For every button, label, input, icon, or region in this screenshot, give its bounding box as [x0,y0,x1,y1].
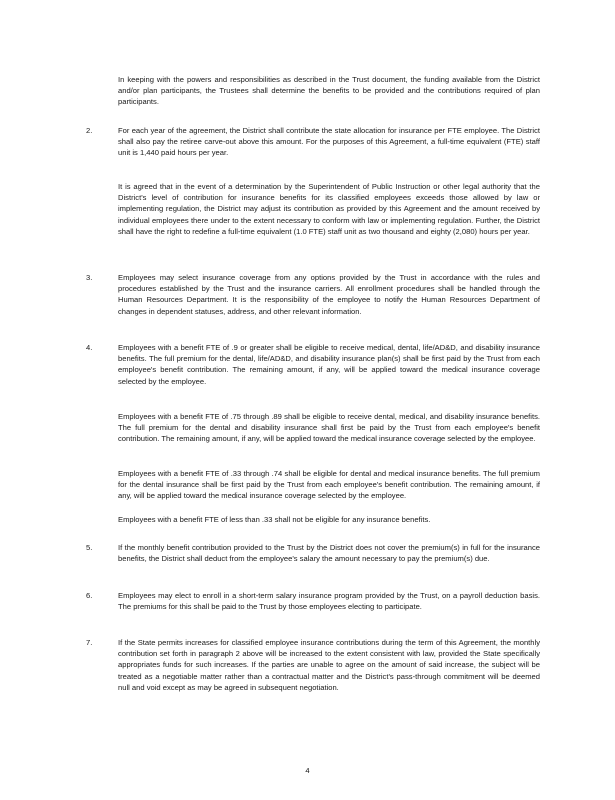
item-paragraph: Employees with a benefit FTE of less than .33 shall not be eligible for any insurance benefits. [118,515,431,524]
item-paragraph: Employees may elect to enroll in a short-term salary insurance program provided by the Trust, on a payroll deduction basis. The premiums for this shall be paid to the Trust by those employees electing to participate. [118,591,540,612]
item-paragraph: If the State permits increases for classified employee insurance contributions during the term of this Agreement, the monthly contribution set forth in paragraph 2 above will be increased to the extent consistent with law, provided the State specifically appropriates funds for such increases. If the parties are unable to agree on the amount of said increase, the subject will be treated as a negotiable matter rather than a contractual matter and the District's pass-through commitment will be deemed null and void except as may be agreed in subsequent negotiation. [118,638,540,692]
item-paragraph: It is agreed that in the event of a determination by the Superintendent of Public Instruction or other legal authority that the District's level of contribution for insurance benefits for its classified employees exceeds those allowed by law or implementing regulation, the District may adjust its contribution as provided by this Agreement and the amount received by individual employees there under to the extent necessary to conform with law or implementing regulation. Further, the District shall have the right to redefine a full-time equivalent (1.0 FTE) staff unit as two thousand and eighty (2,080) hours per year. [118,182,540,236]
item-paragraph: If the monthly benefit contribution provided to the Trust by the District does not cover the premium(s) in full for the insurance benefits, the District shall deduct from the employee's salary the amount necessary to pay the premium(s) due. [118,543,540,564]
item-paragraph: Employees with a benefit FTE of .9 or greater shall be eligible to receive medical, dental, life/AD&D, and disability insurance benefits. The full premium for the dental, life/AD&D, and disability insurance plan(s) shall be first paid by the Trust from each employee's benefit contribution. The remaining amount, if any, will be applied toward the medical insurance coverage selected by the employee. [118,343,540,386]
item-paragraph: For each year of the agreement, the District shall contribute the state allocation for insurance per FTE employee. The District shall also pay the retiree carve-out above this amount. For the purposes of this Agreement, a full-time equivalent (FTE) staff unit is 1,440 paid hours per year. [118,126,540,158]
item-paragraph: Employees with a benefit FTE of .75 through .89 shall be eligible to receive dental, medical, and disability insurance benefits. The full premium for the dental and disability insurance shall first be paid by the Trust from each employee's benefit contribution. The remaining amount, if any, will be applied toward the medical insurance coverage selected by the employee. [118,412,540,444]
item-paragraph: Employees with a benefit FTE of .33 through .74 shall be eligible for dental and medical insurance benefits. The full premium for the dental insurance shall be first paid by the Trust from each employee's benefit contribution. The remaining amount, if any, will be applied toward the medical insurance coverage selected by the employee. [118,469,540,501]
intro-paragraph: In keeping with the powers and responsibilities as described in the Trust document, the funding available from the District and/or plan participants, the Trustees shall determine the benefits to be provided and the contributions required of plan participants. [118,75,540,107]
item-number: 4. [86,343,93,352]
item-number: 3. [86,273,93,282]
item-number: 6. [86,591,93,600]
item-number: 2. [86,126,93,135]
page-number: 4 [305,766,310,775]
item-paragraph: Employees may select insurance coverage from any options provided by the Trust in accordance with the rules and procedures established by the Trust and the insurance carriers. All enrollment procedures shall be handled through the Human Resources Department. It is the responsibility of the employee to notify the Human Resources Department of changes in dependent statuses, address, and other relevant information. [118,273,540,316]
item-number: 7. [86,638,93,647]
item-number: 5. [86,543,93,552]
